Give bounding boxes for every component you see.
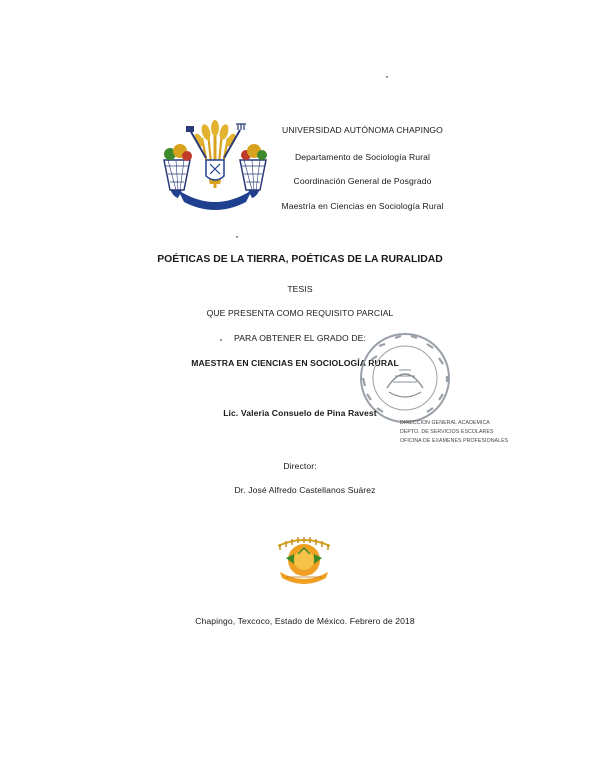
place-and-date: Chapingo, Texcoco, Estado de México. Febrero de 2018 bbox=[195, 616, 415, 626]
thesis-title: POÉTICAS DE LA TIERRA, POÉTICAS DE LA RURALIDAD bbox=[157, 254, 443, 265]
department-name: Departamento de Sociología Rural bbox=[294, 152, 431, 162]
requirement-line: QUE PRESENTA COMO REQUISITO PARCIAL bbox=[206, 308, 394, 318]
director-label: Director: bbox=[283, 461, 317, 471]
stamp-text bbox=[400, 419, 510, 445]
scan-speck bbox=[386, 76, 388, 78]
stamp-line-3: OFICINA DE EXAMENES PROFESIONALES bbox=[400, 437, 509, 444]
scan-speck bbox=[220, 339, 222, 341]
director-name: Dr. José Alfredo Castellanos Suárez bbox=[234, 485, 376, 495]
degree-intro-line: PARA OBTENER EL GRADO DE: bbox=[234, 333, 366, 343]
author-name: Lic. Valeria Consuelo de Pina Ravest bbox=[223, 408, 377, 418]
scan-speck bbox=[236, 236, 238, 238]
program-name: Maestría en Ciencias en Sociología Rural bbox=[281, 201, 444, 211]
university-name: UNIVERSIDAD AUTÓNOMA CHAPINGO bbox=[282, 125, 443, 135]
coordination-name: Coordinación General de Posgrado bbox=[293, 176, 432, 186]
document-type: TESIS bbox=[287, 284, 313, 294]
department-seal-icon bbox=[272, 530, 336, 590]
university-emblem-icon bbox=[160, 118, 270, 213]
stamp-line-2: DEPTO. DE SERVICIOS ESCOLARES bbox=[400, 428, 494, 435]
stamp-line-1: DIRECCION GENERAL ACADEMICA bbox=[400, 420, 490, 426]
degree-name: MAESTRA EN CIENCIAS EN SOCIOLOGÍA RURAL bbox=[191, 358, 399, 368]
